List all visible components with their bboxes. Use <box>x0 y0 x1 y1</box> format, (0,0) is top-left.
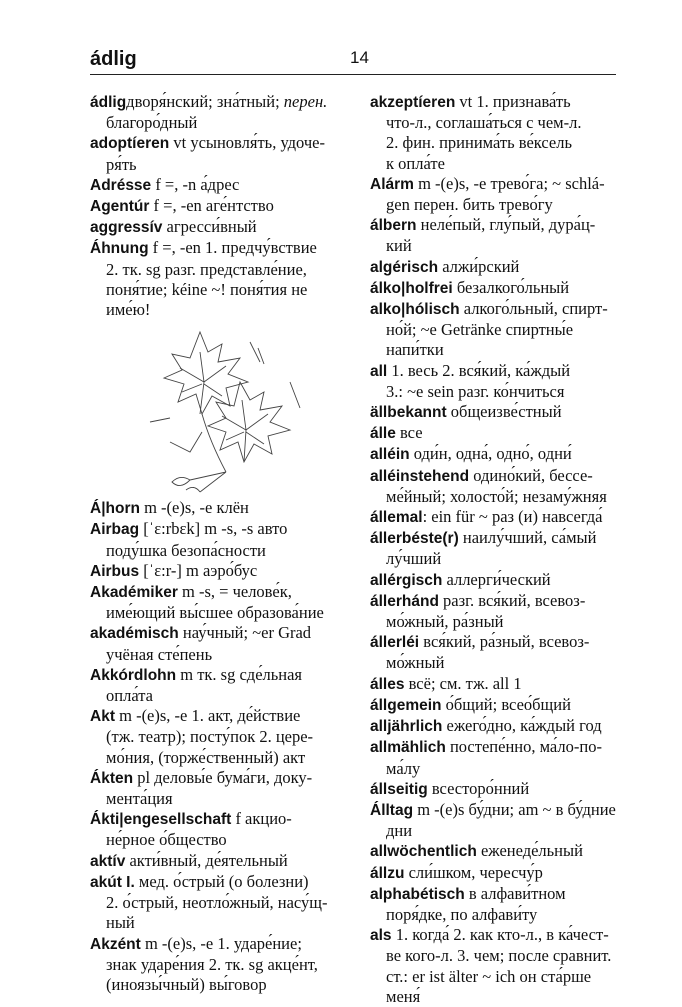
entry-line <box>90 645 352 665</box>
left-bottom-entries <box>90 498 352 995</box>
entry-line <box>90 872 352 893</box>
entry-line <box>90 727 352 747</box>
entry-text: (иноязы́чный) вы́говор <box>106 974 267 994</box>
dictionary-entry <box>370 570 632 591</box>
maple-leaf-icon <box>130 322 320 494</box>
entry-headword: akút I. <box>90 873 135 891</box>
entry-line <box>370 423 632 444</box>
entry-line <box>370 612 632 632</box>
entry-text: pl деловы́е бума́ги, доку- <box>133 767 313 787</box>
dictionary-entry <box>90 238 352 320</box>
entry-text: 3.: ~e sein разг. ко́нчиться <box>386 381 565 401</box>
entry-text: но́й; ~e Getränke спиртны́е <box>386 320 574 340</box>
entry-text: лу́чший <box>386 549 442 569</box>
entry-text: 1. когда́ 2. как кто-л., в ка́чест- <box>391 925 609 945</box>
entry-line <box>90 300 352 320</box>
dictionary-entry <box>370 863 632 884</box>
entry-text: поря́дке, по алфави́ту <box>386 904 538 924</box>
entry-text: благоро́дный <box>106 113 198 133</box>
entry-headword: alléin <box>370 446 410 464</box>
entry-text: вся́кий, ра́зный, всевоз- <box>419 632 590 652</box>
entry-text: f акцио- <box>231 809 292 829</box>
entry-headword: alko|hólisch <box>370 301 460 319</box>
entry-line <box>370 278 632 299</box>
entry-text: : ein für ~ раз (и) навсегда́ <box>422 507 603 527</box>
entry-line <box>90 955 352 975</box>
entry-line <box>370 632 632 653</box>
entry-text: сли́шком, чересчу́р <box>404 862 543 882</box>
dictionary-entry <box>90 196 352 217</box>
entry-line <box>90 498 352 519</box>
dictionary-entry <box>370 423 632 444</box>
entry-line <box>90 519 352 540</box>
entry-text: в алфави́тном <box>464 883 566 903</box>
entry-text: знак ударе́ния 2. тк. sg акце́нт, <box>106 954 318 974</box>
entry-text: мо́ния, (торже́ственный) акт <box>106 747 306 767</box>
entry-line <box>90 686 352 706</box>
entry-headword: ádlig <box>90 94 127 111</box>
dictionary-entry <box>90 561 352 582</box>
entry-headword: álles <box>370 675 405 693</box>
page-header <box>90 44 614 74</box>
dictionary-entry <box>370 257 632 278</box>
dictionary-entry <box>370 737 632 778</box>
entry-line <box>370 674 632 695</box>
entry-line <box>90 789 352 809</box>
entry-line <box>370 695 632 716</box>
entry-headword: álle <box>370 425 396 443</box>
entry-line <box>370 716 632 737</box>
entry-text: все <box>395 423 423 443</box>
entry-headword: Adrésse <box>90 176 152 194</box>
entry-line <box>370 257 632 278</box>
entry-text: име́ю! <box>106 300 151 320</box>
page-number: 14 <box>350 48 369 67</box>
entry-line <box>90 934 352 955</box>
entry-line <box>370 737 632 758</box>
dictionary-entry <box>90 768 352 809</box>
dictionary-entry <box>90 582 352 623</box>
entry-line <box>90 623 352 644</box>
dictionary-entry <box>370 402 632 423</box>
entry-line <box>370 195 632 215</box>
entry-headword: Álltag <box>370 801 414 819</box>
entry-headword: alphabétisch <box>370 885 465 903</box>
entry-headword: allérgisch <box>370 571 443 589</box>
entry-text: ежего́дно, ка́ждый год <box>442 716 602 736</box>
entry-line <box>370 382 632 402</box>
dictionary-entry <box>370 695 632 716</box>
entry-line <box>370 402 632 423</box>
entry-text: ме́йный; холосто́й; незаму́жняя <box>386 486 607 506</box>
entry-text: напи́тки <box>386 340 444 360</box>
dictionary-entry <box>370 174 632 215</box>
left-top-entries <box>90 92 352 320</box>
entry-headword: álbern <box>370 217 417 235</box>
entry-line <box>90 748 352 768</box>
entry-line <box>90 280 352 300</box>
entry-text: алкого́льный, спирт- <box>459 299 608 319</box>
entry-line <box>90 665 352 686</box>
entry-line <box>90 113 352 133</box>
entry-text: к опла́те <box>386 153 445 173</box>
entry-text: f =, -n а́дрес <box>151 174 240 194</box>
entry-line <box>370 549 632 569</box>
entry-text: дни <box>386 821 413 841</box>
entry-headword: állerléi <box>370 634 420 652</box>
dictionary-entry <box>370 925 632 1007</box>
dictionary-entry <box>370 591 632 632</box>
entry-line <box>370 92 632 113</box>
entry-line <box>370 987 632 1007</box>
entry-line <box>90 133 352 154</box>
entry-text: m -(e)s, -e клён <box>139 498 249 518</box>
dictionary-entry <box>370 507 632 528</box>
entry-headword: álko|holfrei <box>370 279 453 297</box>
entry-text: f =, -en 1. предчу́вствие <box>148 238 317 258</box>
entry-headword: allmählich <box>370 739 446 757</box>
entry-text: всесторо́нний <box>427 778 530 798</box>
entry-text: поня́тие; kéine ~! поня́тия не <box>106 279 308 299</box>
entry-line <box>90 768 352 789</box>
entry-headword: Akzént <box>90 935 141 953</box>
entry-line <box>90 238 352 259</box>
dictionary-entry <box>90 872 352 934</box>
left-column <box>90 92 352 995</box>
entry-line <box>370 133 632 153</box>
entry-headword: állerbéste(r) <box>370 530 459 548</box>
entry-line <box>90 706 352 727</box>
entry-text: m -(e)s, -e 1. ударе́ние; <box>140 933 302 953</box>
entry-line <box>370 863 632 884</box>
entry-line <box>370 466 632 487</box>
entry-text: m -(e)s, -e 1. акт, де́йствие <box>114 706 301 726</box>
entry-text: vt усыновля́ть, удоче- <box>169 133 325 153</box>
entry-text: безалкого́льный <box>452 277 570 297</box>
entry-line <box>90 809 352 830</box>
entry-line <box>370 340 632 360</box>
entry-headword: állerhánd <box>370 592 439 610</box>
entry-headword: adoptíeren <box>90 135 170 153</box>
dictionary-entry <box>90 498 352 519</box>
entry-headword: akadémisch <box>90 625 179 643</box>
entry-line <box>370 507 632 528</box>
entry-line <box>90 561 352 582</box>
entry-line <box>90 893 352 913</box>
entry-text: (тж. театр); посту́пок 2. цере- <box>106 727 314 747</box>
entry-text: 1. весь 2. вся́кий, ка́ждый <box>387 360 571 380</box>
entry-line <box>90 603 352 623</box>
entry-line <box>370 821 632 841</box>
entry-line <box>370 841 632 862</box>
entry-text: нау́чный; ~er Grad <box>178 623 312 643</box>
running-headword: ádlig <box>90 48 137 70</box>
entry-text: кий <box>386 236 412 256</box>
entry-text: f =, -en аге́нтство <box>149 196 274 216</box>
entry-text: поду́шка безопа́сности <box>106 540 266 560</box>
entry-text: 2. тк. sg разг. представле́ние, <box>106 259 307 279</box>
entry-text: 2. фин. принима́ть ве́ксель <box>386 133 572 153</box>
entry-headword: alljährlich <box>370 718 443 736</box>
entry-text: учёная сте́пень <box>106 644 213 664</box>
entry-text: мента́ция <box>106 789 173 809</box>
entry-text: m -s, = челове́к, <box>177 582 292 602</box>
entry-line <box>370 800 632 821</box>
entry-text: мед. о́стрый (о болезни) <box>134 871 309 891</box>
entry-line <box>370 487 632 507</box>
entry-text: оди́н, одна́, одно́, одни́ <box>409 444 572 464</box>
dictionary-entry <box>370 632 632 673</box>
entry-headword: Ákten <box>90 769 134 787</box>
dictionary-entry <box>370 466 632 507</box>
entry-text: аллерги́ческий <box>442 569 551 589</box>
dictionary-entry <box>370 800 632 841</box>
entry-headword: Airbag <box>90 521 140 539</box>
dictionary-entry <box>370 841 632 862</box>
entry-line <box>370 236 632 256</box>
entry-text: что-л., соглаша́ться с чем-л. <box>386 113 582 133</box>
entry-text: опла́та <box>106 686 153 706</box>
entry-text: gen перен. бить трево́гу <box>386 195 553 215</box>
entry-text: неле́пый, глу́пый, дура́ц- <box>416 215 596 235</box>
entry-line <box>90 175 352 196</box>
entry-text: m -(e)s бу́дни; am ~ в бу́дние <box>413 799 616 819</box>
entry-line <box>370 653 632 673</box>
entry-headword: állemal <box>370 509 423 527</box>
dictionary-entry <box>370 674 632 695</box>
entry-text: ст.: er ist älter ~ ich он ста́рше <box>386 966 592 986</box>
dictionary-entry <box>370 278 632 299</box>
maple-leaf-illustration <box>90 320 352 498</box>
entry-text: [ˈɛ:rbɛk] m -s, -s авто <box>139 519 288 539</box>
entry-line <box>90 155 352 175</box>
entry-text: m -(e)s, -e трево́га; ~ schlá- <box>413 173 605 193</box>
entry-headword: aggressív <box>90 219 163 237</box>
entry-headword: Akkórdlohn <box>90 666 177 684</box>
entry-line <box>370 591 632 612</box>
entry-headword: Alárm <box>370 175 414 193</box>
entry-line <box>370 154 632 174</box>
entry-text: одино́кий, бессе- <box>469 465 593 485</box>
entry-label: перен. <box>283 92 328 111</box>
entry-line <box>370 570 632 591</box>
entry-text: име́ющий вы́сшее образова́ние <box>106 603 324 623</box>
right-column <box>370 92 632 1007</box>
entry-line <box>90 975 352 995</box>
entry-text: агресси́вный <box>162 217 257 237</box>
entry-text: дворя́нский; зна́тный; <box>126 92 284 111</box>
entry-text: разг. вся́кий, всевоз- <box>438 590 586 610</box>
dictionary-entry <box>90 665 352 706</box>
entry-text: общеизве́стный <box>446 402 562 422</box>
entry-line <box>90 92 352 113</box>
entry-line <box>90 196 352 217</box>
entry-text: акти́вный, де́ятельный <box>125 850 288 870</box>
entry-line <box>370 174 632 195</box>
entry-headword: Akt <box>90 708 115 726</box>
entry-text: 2. о́стрый, неотло́жный, насу́щ- <box>106 893 328 913</box>
right-entries <box>370 92 632 1007</box>
entry-line <box>370 779 632 800</box>
entry-text: всё; см. тж. all 1 <box>404 673 522 693</box>
dictionary-entry <box>370 299 632 361</box>
entry-text: еженеде́льный <box>476 841 583 861</box>
entry-headword: ällbekannt <box>370 404 447 422</box>
entry-line <box>90 217 352 238</box>
dictionary-entry <box>370 716 632 737</box>
entry-text: наилу́чший, са́мый <box>458 528 597 548</box>
dictionary-entry <box>370 215 632 256</box>
entry-line <box>90 541 352 561</box>
entry-line <box>370 320 632 340</box>
entry-line <box>90 582 352 603</box>
entry-text: ма́лу <box>386 758 421 778</box>
dictionary-entry <box>90 133 352 174</box>
entry-line <box>90 260 352 280</box>
dictionary-entry <box>370 528 632 569</box>
dictionary-entry <box>370 779 632 800</box>
entry-headword: állgemein <box>370 696 442 714</box>
entry-line <box>90 851 352 872</box>
entry-line <box>370 113 632 133</box>
entry-line <box>370 905 632 925</box>
entry-headword: aktív <box>90 852 126 870</box>
dictionary-entry <box>90 175 352 196</box>
entry-headword: Ákti|engesellschaft <box>90 811 232 829</box>
entry-line <box>370 215 632 236</box>
entry-headword: all <box>370 362 388 380</box>
dictionary-entry <box>90 623 352 664</box>
dictionary-entry <box>90 809 352 850</box>
dictionary-entry <box>90 706 352 768</box>
entry-headword: algérisch <box>370 258 439 276</box>
entry-text: постепе́нно, ма́ло-по- <box>445 737 602 757</box>
entry-line <box>370 946 632 966</box>
entry-text: vt 1. признава́ть <box>455 92 571 111</box>
entry-text: ве кого-л. 3. чем; после сравнит. <box>386 946 612 966</box>
entry-line <box>370 444 632 465</box>
entry-headword: állzu <box>370 864 405 882</box>
entry-headword: allwöchentlich <box>370 843 477 861</box>
dictionary-entry <box>90 217 352 238</box>
entry-line <box>370 967 632 987</box>
entry-text: мо́жный <box>386 653 445 673</box>
entry-headword: Agentúr <box>90 198 150 216</box>
entry-line <box>370 884 632 905</box>
entry-headword: Á|horn <box>90 500 140 518</box>
entry-line <box>370 759 632 779</box>
entry-headword: Áhnung <box>90 240 149 258</box>
entry-headword: alléinstehend <box>370 467 470 485</box>
entry-line <box>90 830 352 850</box>
entry-text: алжи́рский <box>438 256 520 276</box>
entry-text: о́бщий; всео́бщий <box>441 694 571 714</box>
dictionary-entry <box>370 361 632 402</box>
entry-headword: Airbus <box>90 562 140 580</box>
entry-text: ный <box>106 913 135 933</box>
entry-text: меня́ <box>386 986 421 1006</box>
entry-headword: Akadémiker <box>90 584 178 602</box>
entry-text: [ˈɛ:r-] m аэро́бус <box>139 560 258 580</box>
dictionary-entry <box>370 444 632 465</box>
entry-headword: als <box>370 927 392 945</box>
entry-text: m тк. sg сде́льная <box>176 664 303 684</box>
dictionary-entry <box>90 92 352 133</box>
entry-headword: állseitig <box>370 780 428 798</box>
header-rule <box>90 74 616 75</box>
dictionary-entry <box>90 934 352 996</box>
entry-text: не́рное о́бщество <box>106 830 227 850</box>
dictionary-entry <box>370 884 632 925</box>
entry-line <box>370 528 632 549</box>
entry-line <box>370 299 632 320</box>
entry-line <box>370 925 632 946</box>
entry-line <box>370 361 632 382</box>
entry-text: ря́ть <box>106 154 137 174</box>
dictionary-entry <box>90 519 352 560</box>
dictionary-entry <box>90 851 352 872</box>
entry-text: мо́жный, ра́зный <box>386 612 504 632</box>
dictionary-entry <box>370 92 632 174</box>
entry-headword: akzeptíeren <box>370 94 456 111</box>
entry-line <box>90 913 352 933</box>
